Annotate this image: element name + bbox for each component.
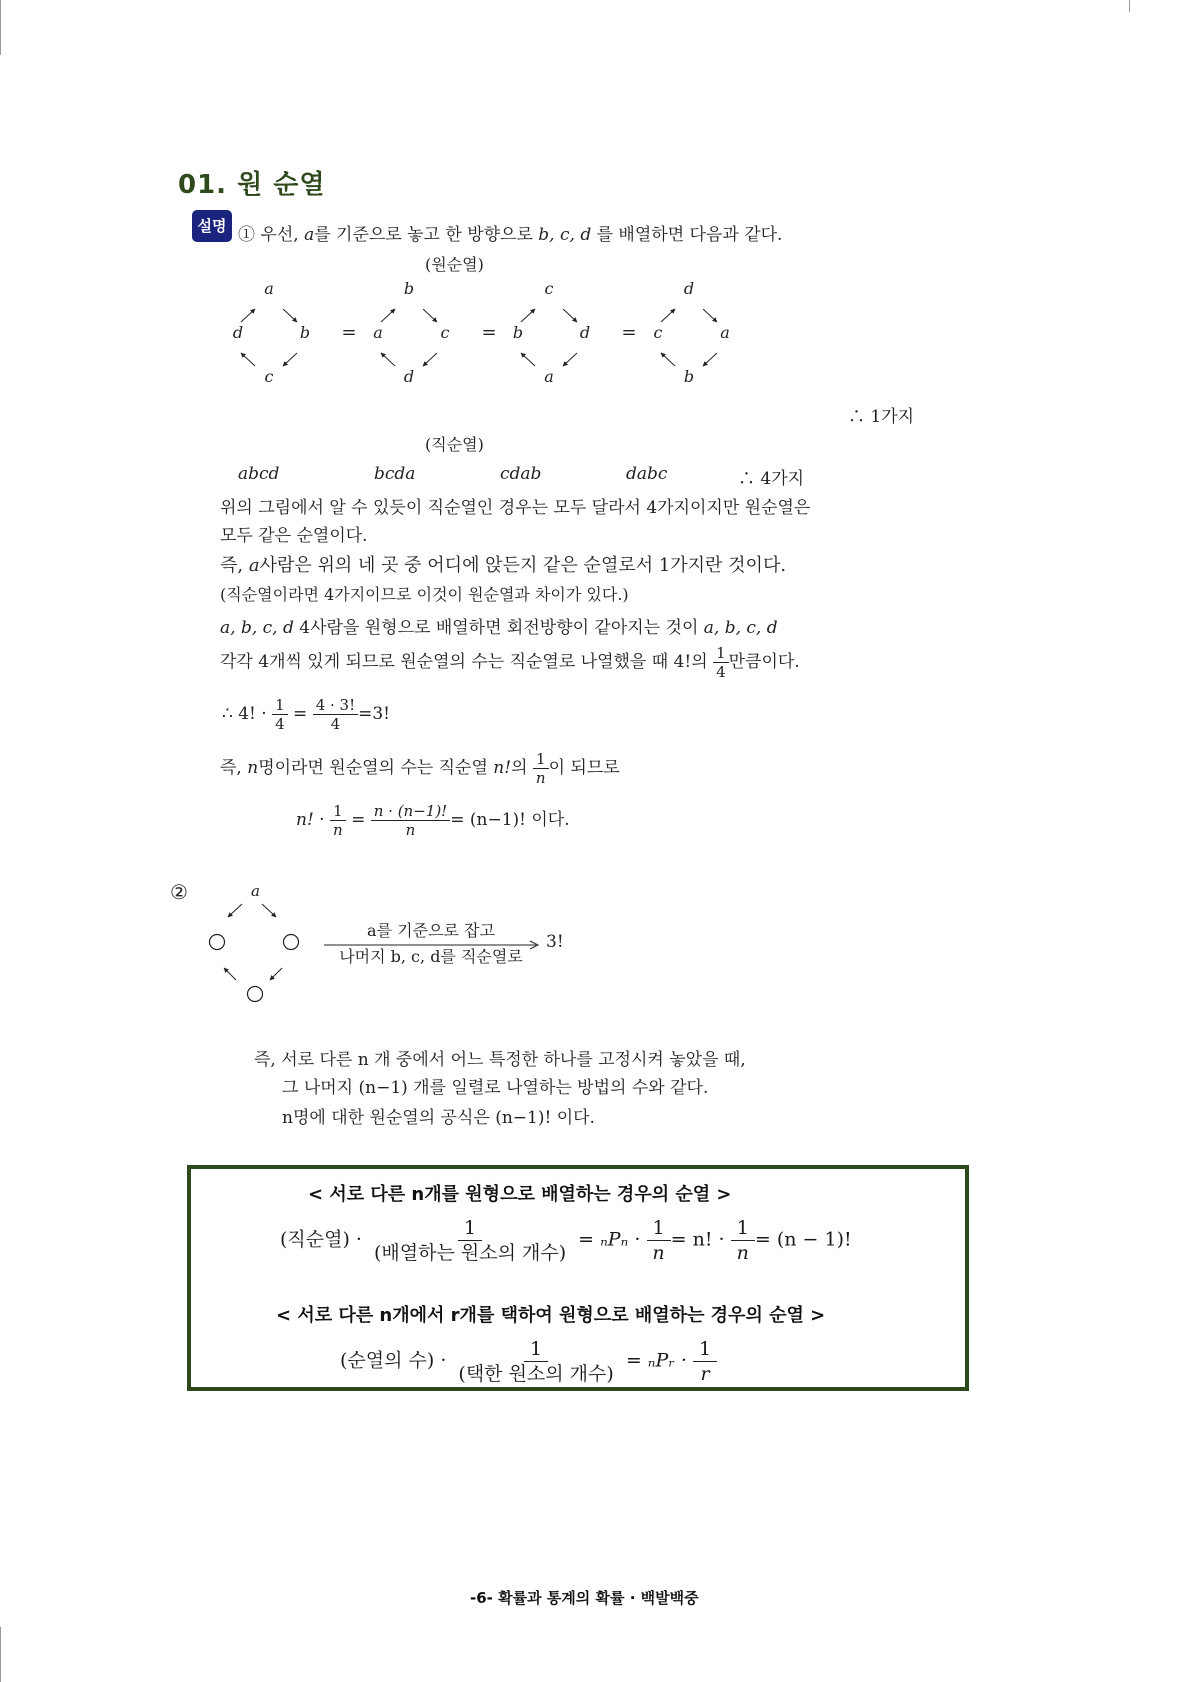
calc-frac2 — [313, 696, 358, 733]
node-bottom-3: a — [544, 367, 554, 386]
page-edge-left — [0, 0, 1, 55]
circular-result: ∴ 1가지 — [848, 407, 915, 427]
formula-f2-den: n — [405, 821, 416, 839]
para5-text: 각각 4개씩 있게 되므로 원순열의 수는 직순열로 나열했을 때 4!의 — [220, 652, 714, 672]
calc-f1-den: 4 — [275, 715, 285, 733]
box-formula2 — [340, 1337, 717, 1386]
f1-end: = (n − 1)! — [754, 1228, 852, 1251]
arrow-dl-1 — [283, 353, 297, 366]
para6-fraction — [533, 750, 549, 787]
node-left-3: b — [512, 323, 524, 342]
linear-item-2: bcda — [374, 464, 416, 484]
arrow-dr-1 — [283, 309, 297, 322]
para6-suffix: 이 되므로 — [548, 758, 620, 778]
equals-sign-1: = — [341, 322, 357, 343]
arrow-dr-4 — [703, 309, 717, 322]
linear-result: ∴ 4가지 — [738, 469, 805, 489]
intro-var-a: a — [304, 225, 315, 245]
arrow-dr-2 — [423, 309, 437, 322]
formula-frac1 — [330, 802, 346, 839]
para5-den: 4 — [716, 663, 726, 681]
calc-f2-num: 4 · 3! — [313, 696, 358, 715]
calc-line — [222, 696, 390, 733]
para2-prefix: 즉, — [220, 555, 249, 576]
calc-frac1 — [272, 696, 288, 733]
node-top-4: d — [683, 280, 695, 298]
empty-seat-left — [210, 935, 225, 950]
arrow-dl-2 — [423, 353, 437, 366]
node-right-3: d — [579, 323, 591, 342]
f2-left: (순열의 수) · — [340, 1349, 453, 1372]
para2-var: a — [248, 555, 260, 576]
para4 — [220, 613, 778, 638]
para4-vars2: a, b, c, d — [703, 618, 778, 638]
calc-f2-den: 4 — [330, 715, 341, 733]
para6-mid: 명이라면 원순열의 수는 직순열 — [258, 758, 494, 778]
calc-f1-num: 1 — [272, 696, 288, 715]
intro-suffix: 를 배열하면 다음과 같다. — [591, 225, 783, 245]
para6-prefix: 즉, — [220, 758, 248, 778]
node-bottom-4: b — [683, 367, 695, 386]
f2-right: = ₙPᵣ · — [619, 1349, 693, 1372]
top-node-a: a — [251, 882, 260, 900]
para6-den: n — [535, 769, 546, 787]
part2-line3: n명에 대한 원순열의 공식은 (n−1)! 이다. — [282, 1108, 595, 1128]
arrow-dl-3 — [563, 353, 577, 366]
para1-line1: 위의 그림에서 알 수 있듯이 직순열인 경우는 모두 달라서 4가지이지만 원순열은 — [220, 498, 811, 518]
calc-prefix: ∴ 4! · — [222, 704, 273, 724]
page-edge-right — [1129, 0, 1130, 12]
empty-seat-right — [284, 935, 299, 950]
arrow-up-left — [228, 904, 242, 917]
para5 — [220, 644, 800, 681]
intro-mid: 를 기준으로 놓고 한 방향으로 — [314, 225, 539, 245]
para3: (직순열이라면 4가지이므로 이것이 원순열과 차이가 있다.) — [220, 585, 629, 604]
para6-num: 1 — [533, 750, 549, 769]
arrow-upper-label: a를 기준으로 잡고 — [367, 921, 495, 940]
empty-seat-bottom — [248, 987, 263, 1002]
para6 — [220, 750, 620, 787]
f1-eq: = — [572, 1228, 601, 1251]
f1-num: 1 — [458, 1216, 482, 1241]
calc-eq: = — [287, 704, 313, 724]
part2-marker: ② — [170, 880, 188, 904]
node-right-4: a — [720, 323, 730, 342]
f1-frac2-den: n — [652, 1242, 665, 1264]
f1-mid: = n! · — [670, 1228, 731, 1251]
arrow-ul-3 — [521, 309, 535, 322]
arrow-dl-4 — [703, 353, 717, 366]
arrow-ul-2 — [381, 309, 395, 322]
circular-label: (원순열) — [425, 255, 484, 274]
f2-num: 1 — [524, 1337, 548, 1362]
arrow-up-left-lower — [224, 968, 236, 980]
f1-frac3-den: n — [736, 1242, 749, 1264]
f2-fraction — [452, 1337, 619, 1386]
explanation-badge: 설명 — [192, 210, 232, 242]
node-top-3: c — [544, 280, 554, 298]
section-title: 01. 원 순열 — [178, 170, 326, 200]
arrow-lu-1 — [241, 353, 255, 366]
node-left-1: d — [232, 323, 244, 342]
formula-frac2 — [371, 802, 450, 839]
box-heading2: < 서로 다른 n개에서 r개를 택하여 원형으로 배열하는 경우의 순열 > — [276, 1305, 826, 1326]
arrow-ul-4 — [661, 309, 675, 322]
arrow-lower-label: 나머지 b, c, d를 직순열로 — [339, 947, 523, 966]
node-left-4: c — [653, 323, 663, 342]
linear-item-1: abcd — [238, 464, 280, 484]
f2-frac2-den: r — [700, 1363, 710, 1385]
node-right-1: b — [299, 323, 311, 342]
linear-item-4: dabc — [626, 464, 668, 484]
page-edge-bottom-left — [0, 1627, 1, 1682]
node-top-1: a — [264, 280, 274, 298]
arrow-ul-1 — [241, 309, 255, 322]
para6-nfact: n! — [493, 758, 512, 778]
equals-sign-2: = — [481, 322, 497, 343]
para5-num: 1 — [713, 644, 729, 663]
para5-fraction — [713, 644, 729, 681]
para6-of: 의 — [511, 758, 533, 778]
box-formula1 — [280, 1216, 852, 1265]
f2-frac2-num: 1 — [693, 1337, 717, 1362]
formula-f2-num: n · (n−1)! — [371, 802, 450, 821]
part2-line2: 그 나머지 (n−1) 개를 일렬로 나열하는 방법의 수와 같다. — [282, 1078, 709, 1098]
f1-fraction — [368, 1216, 572, 1265]
node-bottom-2: d — [403, 367, 415, 386]
intro-line — [238, 220, 782, 245]
f1-frac3-num: 1 — [731, 1216, 755, 1241]
formula-result: = (n−1)! 이다. — [450, 810, 570, 830]
arrow-dr-3 — [563, 309, 577, 322]
f1-dot: · — [628, 1228, 647, 1251]
f1-perm: ₙPₙ — [600, 1228, 629, 1251]
para2-rest: 사람은 위의 네 곳 중 어디에 앉든지 같은 순열로서 1가지란 것이다. — [259, 555, 787, 576]
arrow-down-right — [262, 904, 276, 917]
intro-prefix: ① 우선, — [238, 225, 305, 245]
circular-diagrams — [220, 280, 740, 392]
arrow-result: 3! — [546, 932, 564, 952]
node-bottom-1: c — [264, 367, 274, 386]
linear-item-3: cdab — [500, 464, 542, 484]
para4-mid: 4사람을 원형으로 배열하면 회전방향이 같아지는 것이 — [293, 618, 704, 638]
f1-left: (직순열) · — [280, 1228, 369, 1251]
intro-vars: b, c, d — [538, 225, 592, 245]
f2-den: (택한 원소의 개수) — [458, 1363, 614, 1385]
formula-f1-den: n — [333, 821, 343, 839]
f2-fraction2 — [693, 1337, 717, 1386]
formula-line — [296, 802, 570, 839]
para5-suffix: 만큼이다. — [728, 652, 800, 672]
arrow-lu-4 — [661, 353, 675, 366]
para4-vars1: a, b, c, d — [220, 618, 294, 638]
calc-result: =3! — [358, 704, 391, 724]
formula-f1-num: 1 — [330, 802, 346, 821]
node-left-2: a — [373, 323, 383, 342]
box-heading1: < 서로 다른 n개를 원형으로 배열하는 경우의 순열 > — [308, 1184, 732, 1205]
f1-fraction2 — [646, 1216, 670, 1265]
fixed-node-diagram — [200, 880, 310, 1010]
para2 — [220, 551, 786, 577]
linear-label: (직순열) — [425, 435, 484, 454]
page-footer: -6- 확률과 통계의 확률 · 백발백중 — [470, 1589, 699, 1607]
para6-n: n — [247, 758, 259, 778]
equals-sign-3: = — [621, 322, 637, 343]
formula-prefix: n! · — [296, 810, 330, 830]
formula-eq: = — [345, 810, 371, 830]
f1-fraction3 — [731, 1216, 755, 1265]
arrow-lu-3 — [521, 353, 535, 366]
f1-frac2-num: 1 — [647, 1216, 671, 1241]
part2-line1: 즉, 서로 다른 n 개 중에서 어느 특정한 하나를 고정시켜 놓았을 때, — [254, 1050, 746, 1070]
node-right-2: c — [440, 323, 450, 342]
arrow-lu-2 — [381, 353, 395, 366]
arrow-down-left — [270, 968, 282, 980]
node-top-2: b — [403, 280, 415, 298]
para1-line2: 모두 같은 순열이다. — [220, 526, 368, 546]
f1-den: (배열하는 원소의 개수) — [374, 1242, 567, 1264]
